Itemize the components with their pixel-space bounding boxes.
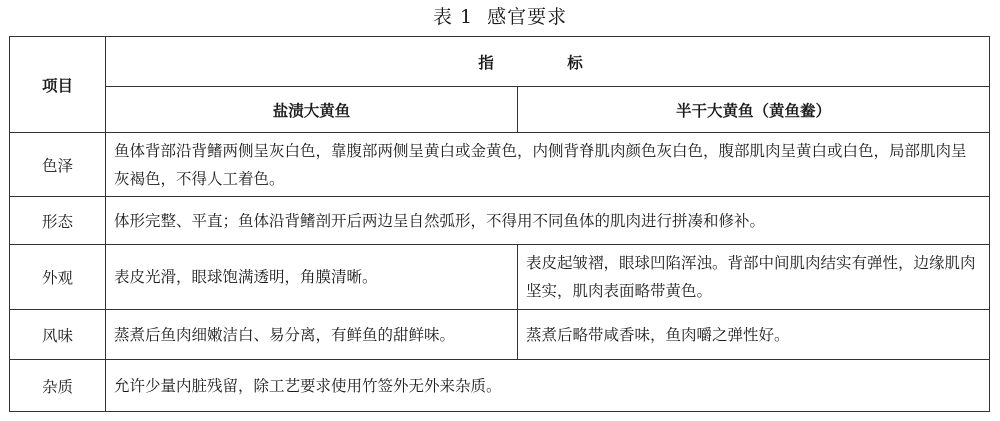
table-row [10, 245, 990, 310]
row-semidried-desc: 蒸煮后略带咸香味，鱼肉嚼之弹性好。 [518, 310, 990, 360]
header-item: 项目 [10, 37, 106, 133]
row-item-label: 形态 [10, 197, 106, 245]
table-header-row [10, 37, 990, 87]
table-row [10, 133, 990, 197]
table-row [10, 360, 990, 412]
row-item-label: 外观 [10, 245, 106, 310]
header-salted: 盐渍大黄鱼 [106, 87, 518, 133]
row-shared-desc: 允许少量内脏残留，除工艺要求使用竹签外无外来杂质。 [106, 360, 990, 412]
table-row [10, 310, 990, 360]
table-caption-number: 表 1 [432, 6, 474, 28]
row-salted-desc: 表皮光滑，眼球饱满透明，角膜清晰。 [106, 245, 518, 310]
row-item-label: 杂质 [10, 360, 106, 412]
table-caption [0, 4, 1000, 30]
sensory-requirements-table [9, 36, 990, 412]
row-shared-desc: 体形完整、平直；鱼体沿背鳍剖开后两边呈自然弧形，不得用不同鱼体的肌肉进行拼凑和修补。 [106, 197, 990, 245]
table-row [10, 197, 990, 245]
row-shared-desc: 鱼体背部沿背鳍两侧呈灰白色，靠腹部两侧呈黄白或金黄色，内侧背脊肌肉颜色灰白色，腹部肌肉呈黄白或白色，局部肌肉呈灰褐色，不得人工着色。 [106, 133, 990, 197]
table-subheader-row [10, 87, 990, 133]
table-caption-title: 感官要求 [487, 6, 568, 28]
header-semidried: 半干大黄鱼（黄鱼鲞） [518, 87, 990, 133]
row-item-label: 色泽 [10, 133, 106, 197]
row-item-label: 风味 [10, 310, 106, 360]
row-salted-desc: 蒸煮后鱼肉细嫩洁白、易分离，有鲜鱼的甜鲜味。 [106, 310, 518, 360]
row-semidried-desc: 表皮起皱褶，眼球凹陷浑浊。背部中间肌肉结实有弹性，边缘肌肉坚实，肌肉表面略带黄色。 [518, 245, 990, 310]
header-indicator: 指 标 [106, 37, 990, 87]
